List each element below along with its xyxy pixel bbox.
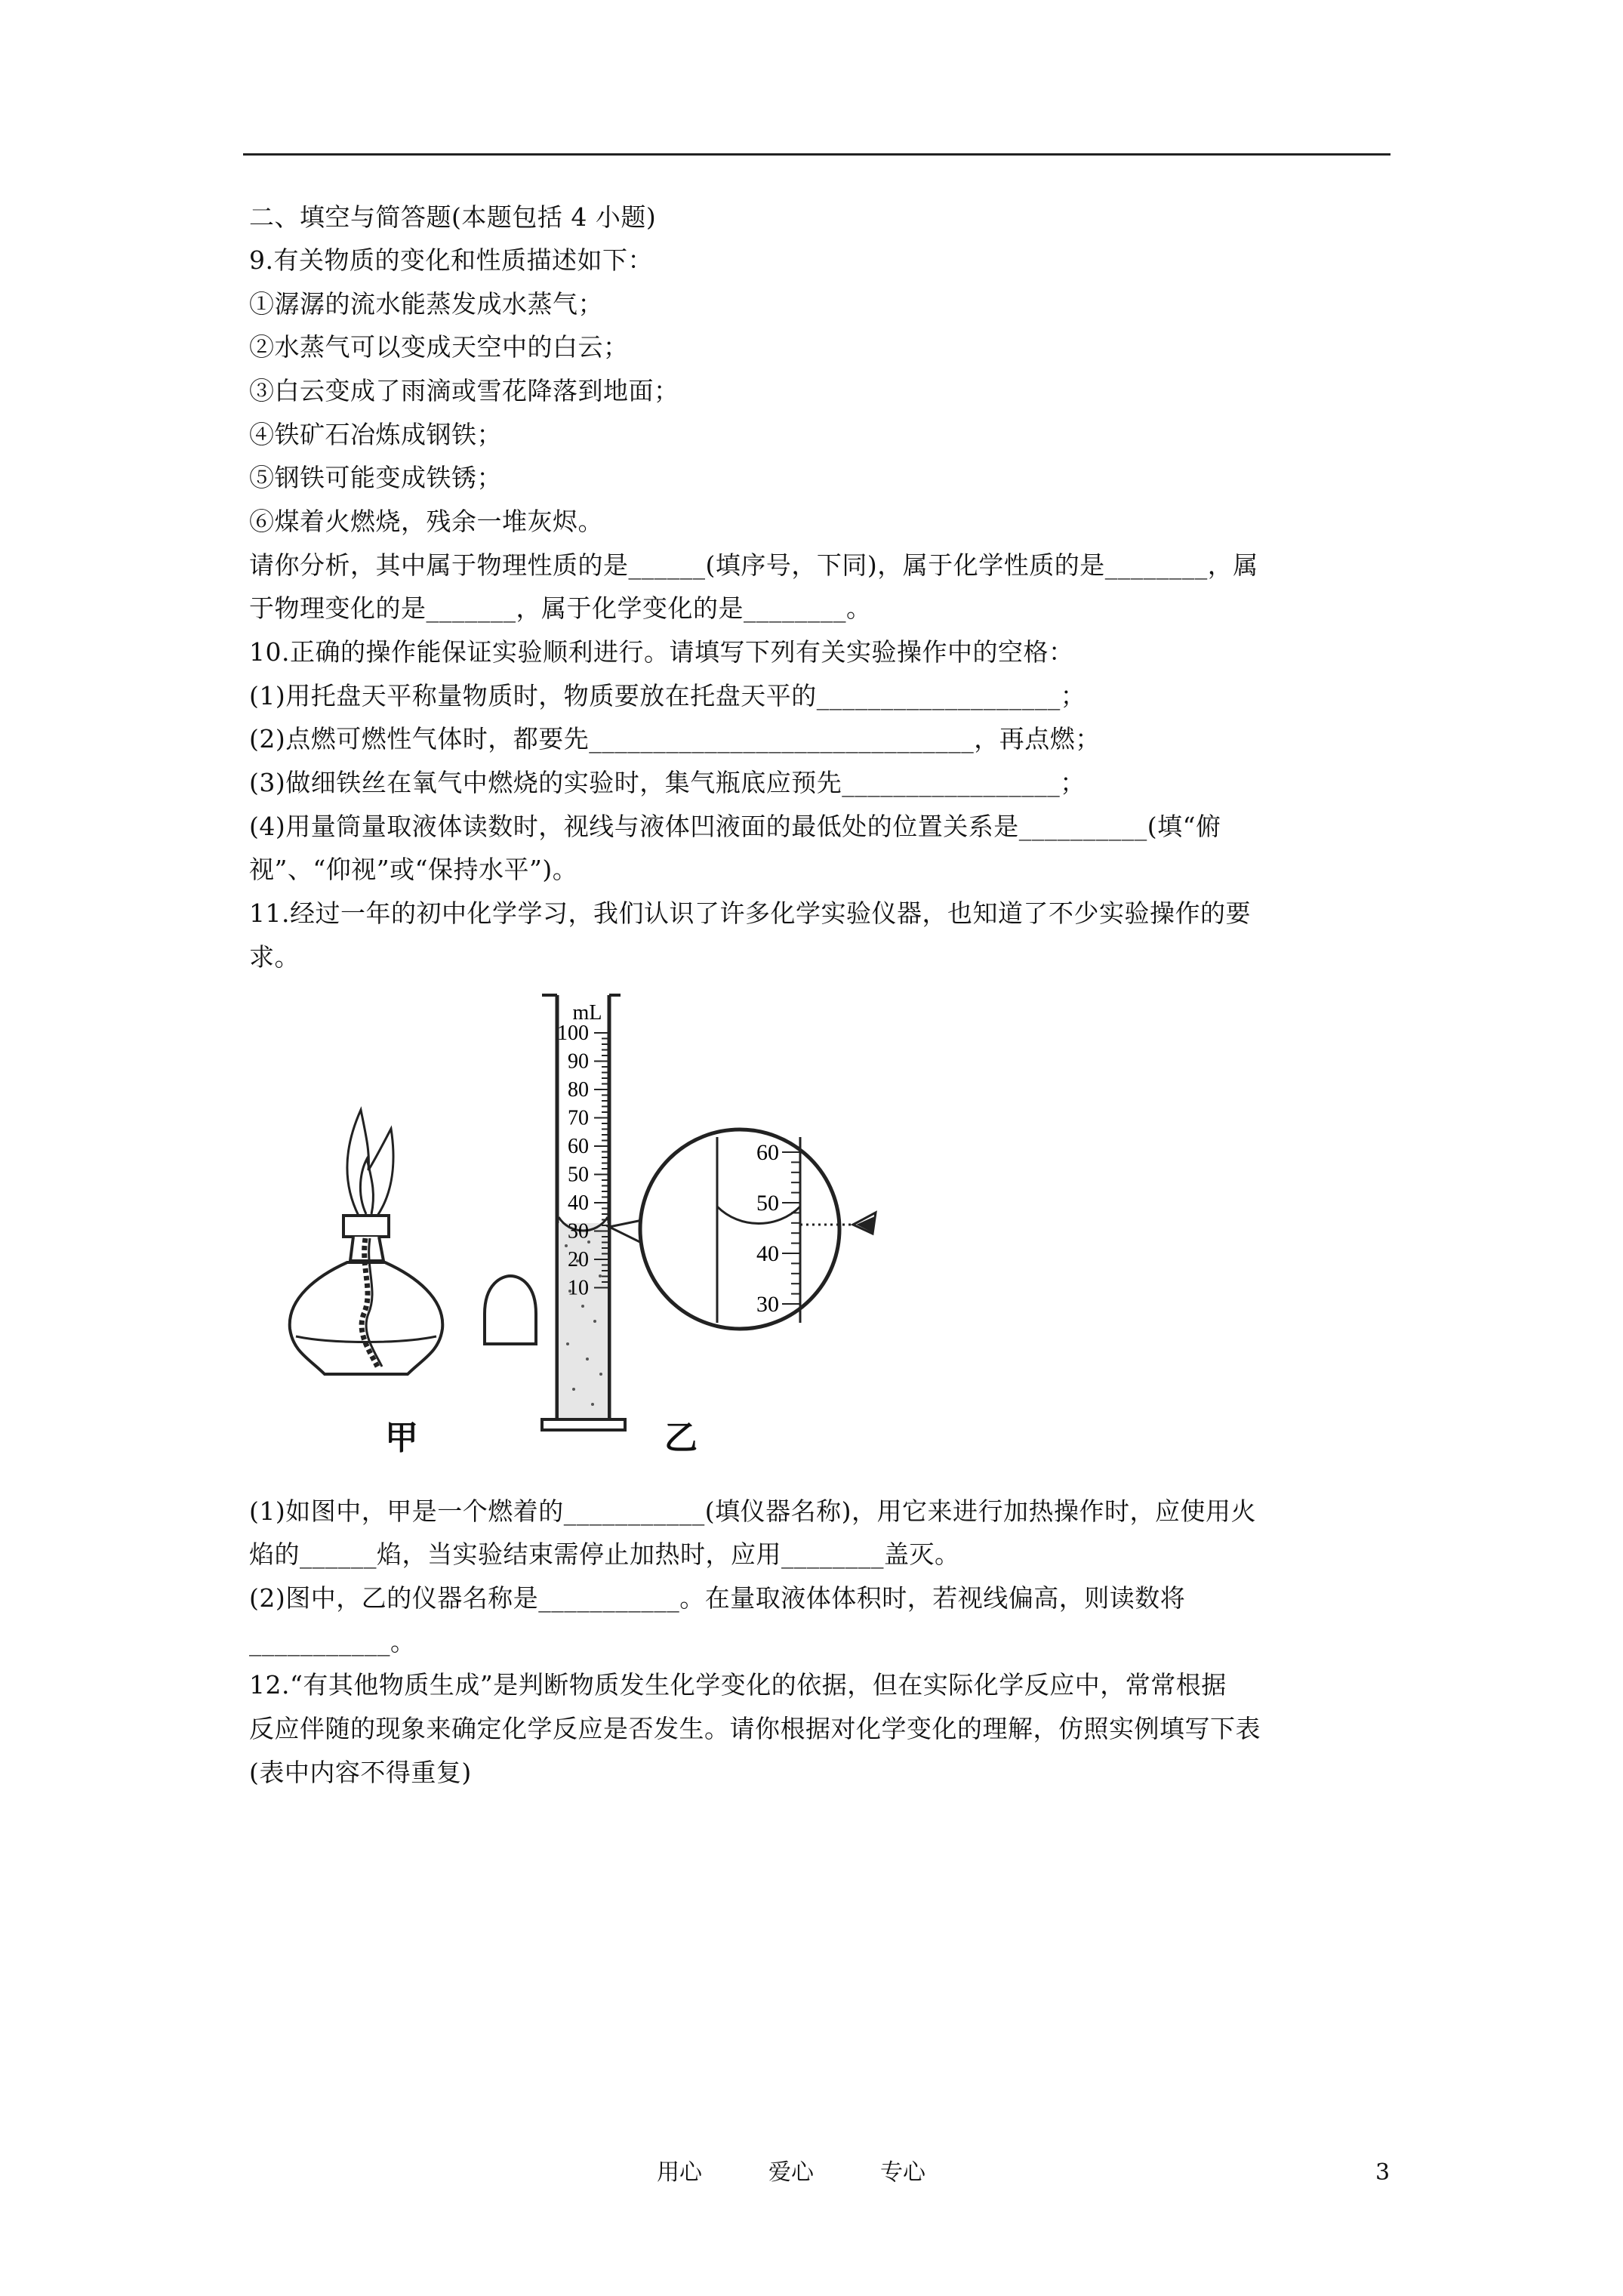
q10-item: (1)用托盘天平称量物质时，物质要放在托盘天平的___________________； xyxy=(249,681,1086,710)
cylinder-tick-label: 40 xyxy=(568,1191,589,1215)
q11-sub2-line: ___________。 xyxy=(249,1627,416,1657)
q11-stem-line: 求。 xyxy=(249,942,300,972)
cylinder-tick-label: 20 xyxy=(568,1248,589,1271)
q9-item: ③白云变成了雨滴或雪花降落到地面； xyxy=(249,376,679,405)
eye-icon xyxy=(853,1213,876,1234)
q11-sub2-line: (2)图中，乙的仪器名称是___________。在量取液体体积时，若视线偏高，则读数将 xyxy=(249,1583,1186,1613)
page-number: 3 xyxy=(1375,2159,1390,2186)
q11-stem-line: 11.经过一年的初中化学学习，我们认识了许多化学实验仪器，也知道了不少实验操作的要 xyxy=(249,898,1251,928)
q10-stem: 10.正确的操作能保证实验顺利进行。请填写下列有关实验操作中的空格： xyxy=(249,637,1074,667)
alcohol-lamp xyxy=(290,1110,443,1374)
cylinder-unit: mL xyxy=(572,1001,602,1025)
cylinder-tick-label: 10 xyxy=(568,1276,589,1300)
header-rule xyxy=(243,153,1390,156)
figure-label-yi: 乙 xyxy=(664,1419,698,1457)
section-heading: 二、填空与简答题(本题包括 4 小题) xyxy=(249,202,657,232)
zoom-tick-label: 50 xyxy=(756,1191,779,1216)
zoom-tick-label: 30 xyxy=(756,1292,779,1317)
q9-stem: 9.有关物质的变化和性质描述如下： xyxy=(249,245,653,275)
q10-item: 视”、“仰视”或“保持水平”)。 xyxy=(249,855,578,884)
apparatus-drawing xyxy=(272,989,1208,1472)
q11-sub1-line: 焰的______焰，当实验结束需停止加热时，应用________盖灭。 xyxy=(249,1539,960,1569)
cylinder-tick-label: 70 xyxy=(568,1106,589,1130)
q9-item: ④铁矿石冶炼成钢铁； xyxy=(249,420,502,449)
cylinder-tick-label: 50 xyxy=(568,1163,589,1187)
cylinder-tick-label: 80 xyxy=(568,1078,589,1102)
lamp-flame xyxy=(347,1110,393,1216)
cylinder-tick-label: 60 xyxy=(568,1135,589,1158)
q12-line: (表中内容不得重复) xyxy=(249,1758,472,1787)
cylinder-tick-label: 30 xyxy=(568,1219,589,1244)
cylinder-tick-label: 100 xyxy=(557,1022,589,1045)
cylinder-tick-label: 90 xyxy=(568,1049,589,1074)
q11-figure xyxy=(272,989,1208,1472)
lamp-wick-holder xyxy=(343,1216,389,1237)
q9-item: ⑤钢铁可能变成铁锈； xyxy=(249,463,502,492)
zoom-tick-label: 60 xyxy=(756,1140,779,1165)
footer-motto: 用心 xyxy=(657,2159,702,2186)
q12-line: 12.“有其他物质生成”是判断物质发生化学变化的依据，但在实际化学反应中，常常根据 xyxy=(249,1670,1227,1700)
zoom-callout xyxy=(609,1130,839,1329)
lamp-cap xyxy=(485,1276,536,1344)
q9-prompt-line: 请你分析，其中属于物理性质的是______(填序号，下同)，属于化学性质的是________，属 xyxy=(249,550,1258,580)
footer-motto: 专心 xyxy=(880,2159,925,2186)
q10-item: (2)点燃可燃性气体时，都要先______________________________，再点燃； xyxy=(249,724,1101,754)
q9-item: ②水蒸气可以变成天空中的白云； xyxy=(249,332,629,362)
zoom-tick-label: 40 xyxy=(756,1241,779,1266)
q10-item: (3)做细铁丝在氧气中燃烧的实验时，集气瓶底应预先_________________； xyxy=(249,768,1086,797)
q9-item: ①潺潺的流水能蒸发成水蒸气； xyxy=(249,289,603,319)
q9-prompt-line: 于物理变化的是_______，属于化学变化的是________。 xyxy=(249,593,872,623)
q10-item: (4)用量筒量取液体读数时，视线与液体凹液面的最低处的位置关系是__________(填“俯 xyxy=(249,812,1221,841)
q9-item: ⑥煤着火燃烧，残余一堆灰烬。 xyxy=(249,507,603,536)
footer-motto: 爱心 xyxy=(768,2159,814,2186)
figure-label-jia: 甲 xyxy=(385,1419,418,1457)
q12-line: 反应伴随的现象来确定化学反应是否发生。请你根据对化学变化的理解，仿照实例填写下表 xyxy=(249,1714,1261,1743)
q11-sub1-line: (1)如图中，甲是一个燃着的___________(填仪器名称)，用它来进行加热操作时，应使用火 xyxy=(249,1496,1256,1526)
